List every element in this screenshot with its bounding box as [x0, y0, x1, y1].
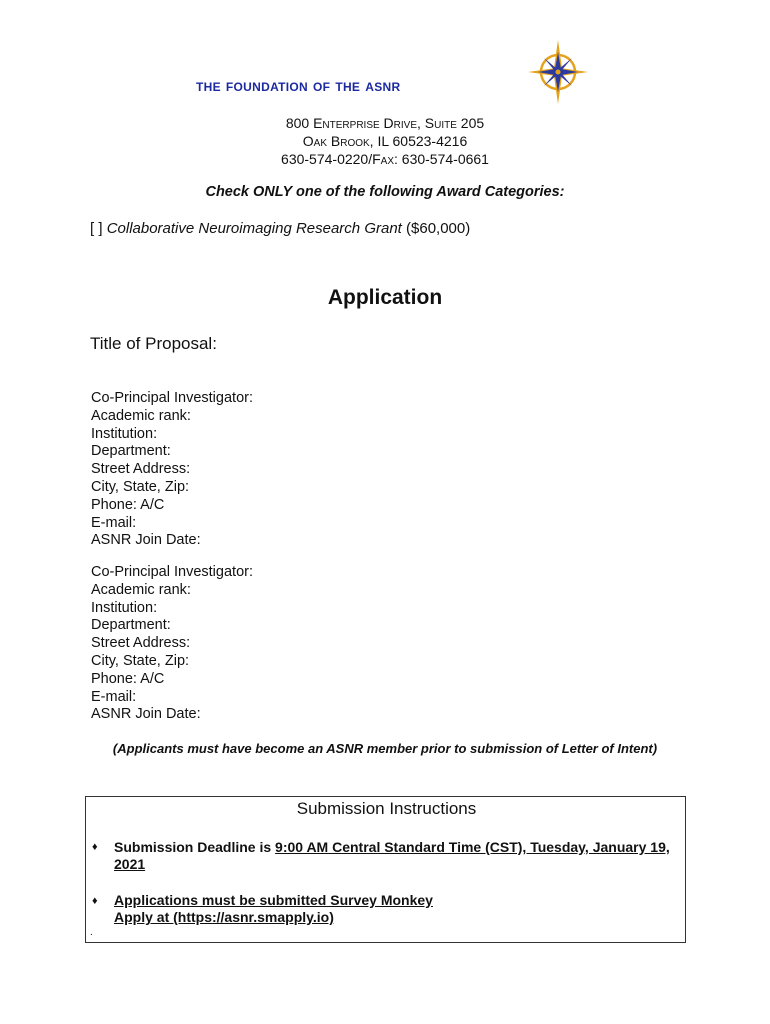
diamond-bullet-icon: ♦ [92, 895, 98, 907]
submission-instructions-box [85, 796, 686, 943]
address-line-3-text: 630-574-0220/Fax: 630-574-0661 [281, 151, 489, 167]
field-label: City, State, Zip: [91, 478, 190, 495]
address-line-2 [200, 132, 570, 150]
application-heading: Application [327, 286, 443, 309]
field-label: Co-Principal Investigator: [91, 564, 253, 580]
field-label: ASNR Join Date: [91, 706, 201, 723]
field-label: Co-Principal Investigator: [91, 390, 253, 406]
org-title [196, 76, 400, 96]
address-line-2-text: Oak Brook, IL 60523-4216 [302, 133, 468, 149]
field-label: Department: [91, 617, 171, 634]
submission-instructions-title: Submission Instructions [296, 799, 477, 818]
submission-deadline [114, 839, 680, 873]
apply-link[interactable]: Apply at (https://asnr.smapply.io) [114, 909, 334, 925]
field-label: Institution: [91, 599, 158, 616]
award-option-checkbox[interactable]: [ ] [90, 220, 103, 237]
apply-line-1: Applications must be submitted Survey Monkey [114, 892, 433, 908]
diamond-bullet-icon: ♦ [92, 841, 98, 853]
investigator-2-fields [91, 564, 253, 724]
award-option-amount: ($60,000) [406, 220, 471, 237]
field-label: Street Address: [91, 461, 191, 478]
address-line-1 [200, 114, 570, 132]
field-label: Department: [91, 443, 171, 460]
field-label: E-mail: [91, 514, 137, 531]
field-label: Phone: A/C [91, 496, 165, 513]
award-option-collaborative[interactable] [90, 220, 470, 237]
field-label: Academic rank: [91, 407, 191, 424]
investigator-1-fields [91, 390, 253, 550]
deadline-value: 9:00 AM Central Standard Time (CST), Tuesday, January 19, 2021 [114, 839, 670, 872]
field-label: Academic rank: [91, 581, 191, 598]
address-line-1-text: 800 Enterprise Drive, Suite 205 [285, 115, 485, 131]
field-label: City, State, Zip: [91, 652, 190, 669]
award-option-name: Collaborative Neuroimaging Research Grant [106, 220, 402, 237]
address-line-3 [200, 150, 570, 168]
deadline-prefix: Submission Deadline is [114, 839, 272, 855]
proposal-title-label: Title of Proposal: [90, 334, 217, 353]
membership-note: (Applicants must have become an ASNR member prior to submission of Letter of Intent) [112, 741, 658, 756]
field-label: Street Address: [91, 635, 191, 652]
submission-apply-instructions [114, 892, 680, 926]
field-label: Phone: A/C [91, 670, 165, 687]
compass-rose-icon [526, 38, 590, 106]
org-title-text: the foundation of the asnr [196, 76, 401, 95]
field-label: Institution: [91, 425, 158, 442]
field-label: ASNR Join Date: [91, 532, 201, 549]
award-categories-heading: Check ONLY one of the following Award Categories: [205, 184, 565, 200]
field-label: E-mail: [91, 688, 137, 705]
trailing-mark: . [90, 927, 93, 938]
